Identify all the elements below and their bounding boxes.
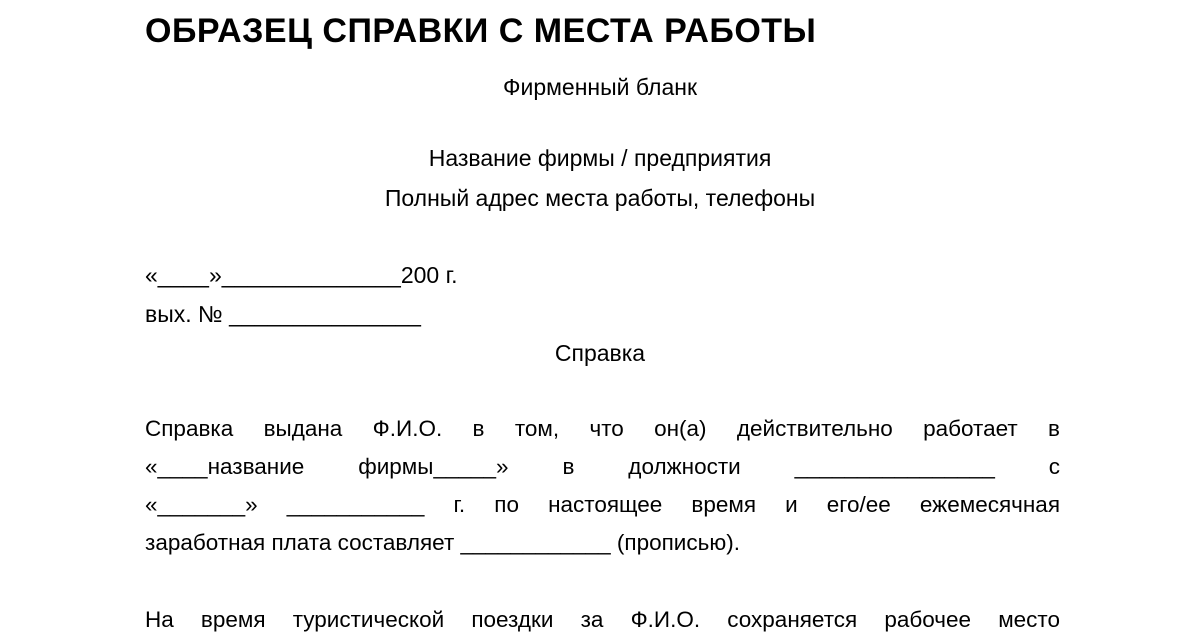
body-line-4: заработная плата составляет ____________ (прописью). xyxy=(145,530,740,555)
body-line-1: Справка выдана Ф.И.О. в том, что он(а) действительно работает в xyxy=(145,416,1060,441)
letterhead-subtitle: Фирменный бланк xyxy=(502,74,698,100)
outgoing-number-blank-line: вых. № _______________ xyxy=(145,301,421,327)
next-paragraph-clipped-line: На время туристической поездки за Ф.И.О. сохраняется рабочее место xyxy=(145,607,1060,632)
certificate-heading: Справка xyxy=(554,340,646,366)
company-name-placeholder: Название фирмы / предприятия xyxy=(428,145,772,171)
date-blank-line: «____»______________200 г. xyxy=(145,262,458,288)
company-address-placeholder: Полный адрес места работы, телефоны xyxy=(384,185,816,211)
body-line-3: «_______» ___________ г. по настоящее время и его/ее ежемесячная xyxy=(145,492,1060,517)
certificate-body-paragraph xyxy=(145,410,1060,562)
body-line-2: «____название фирмы_____» в должности ________________ с xyxy=(145,454,1060,479)
document-title: ОБРАЗЕЦ СПРАВКИ С МЕСТА РАБОТЫ xyxy=(145,12,817,50)
